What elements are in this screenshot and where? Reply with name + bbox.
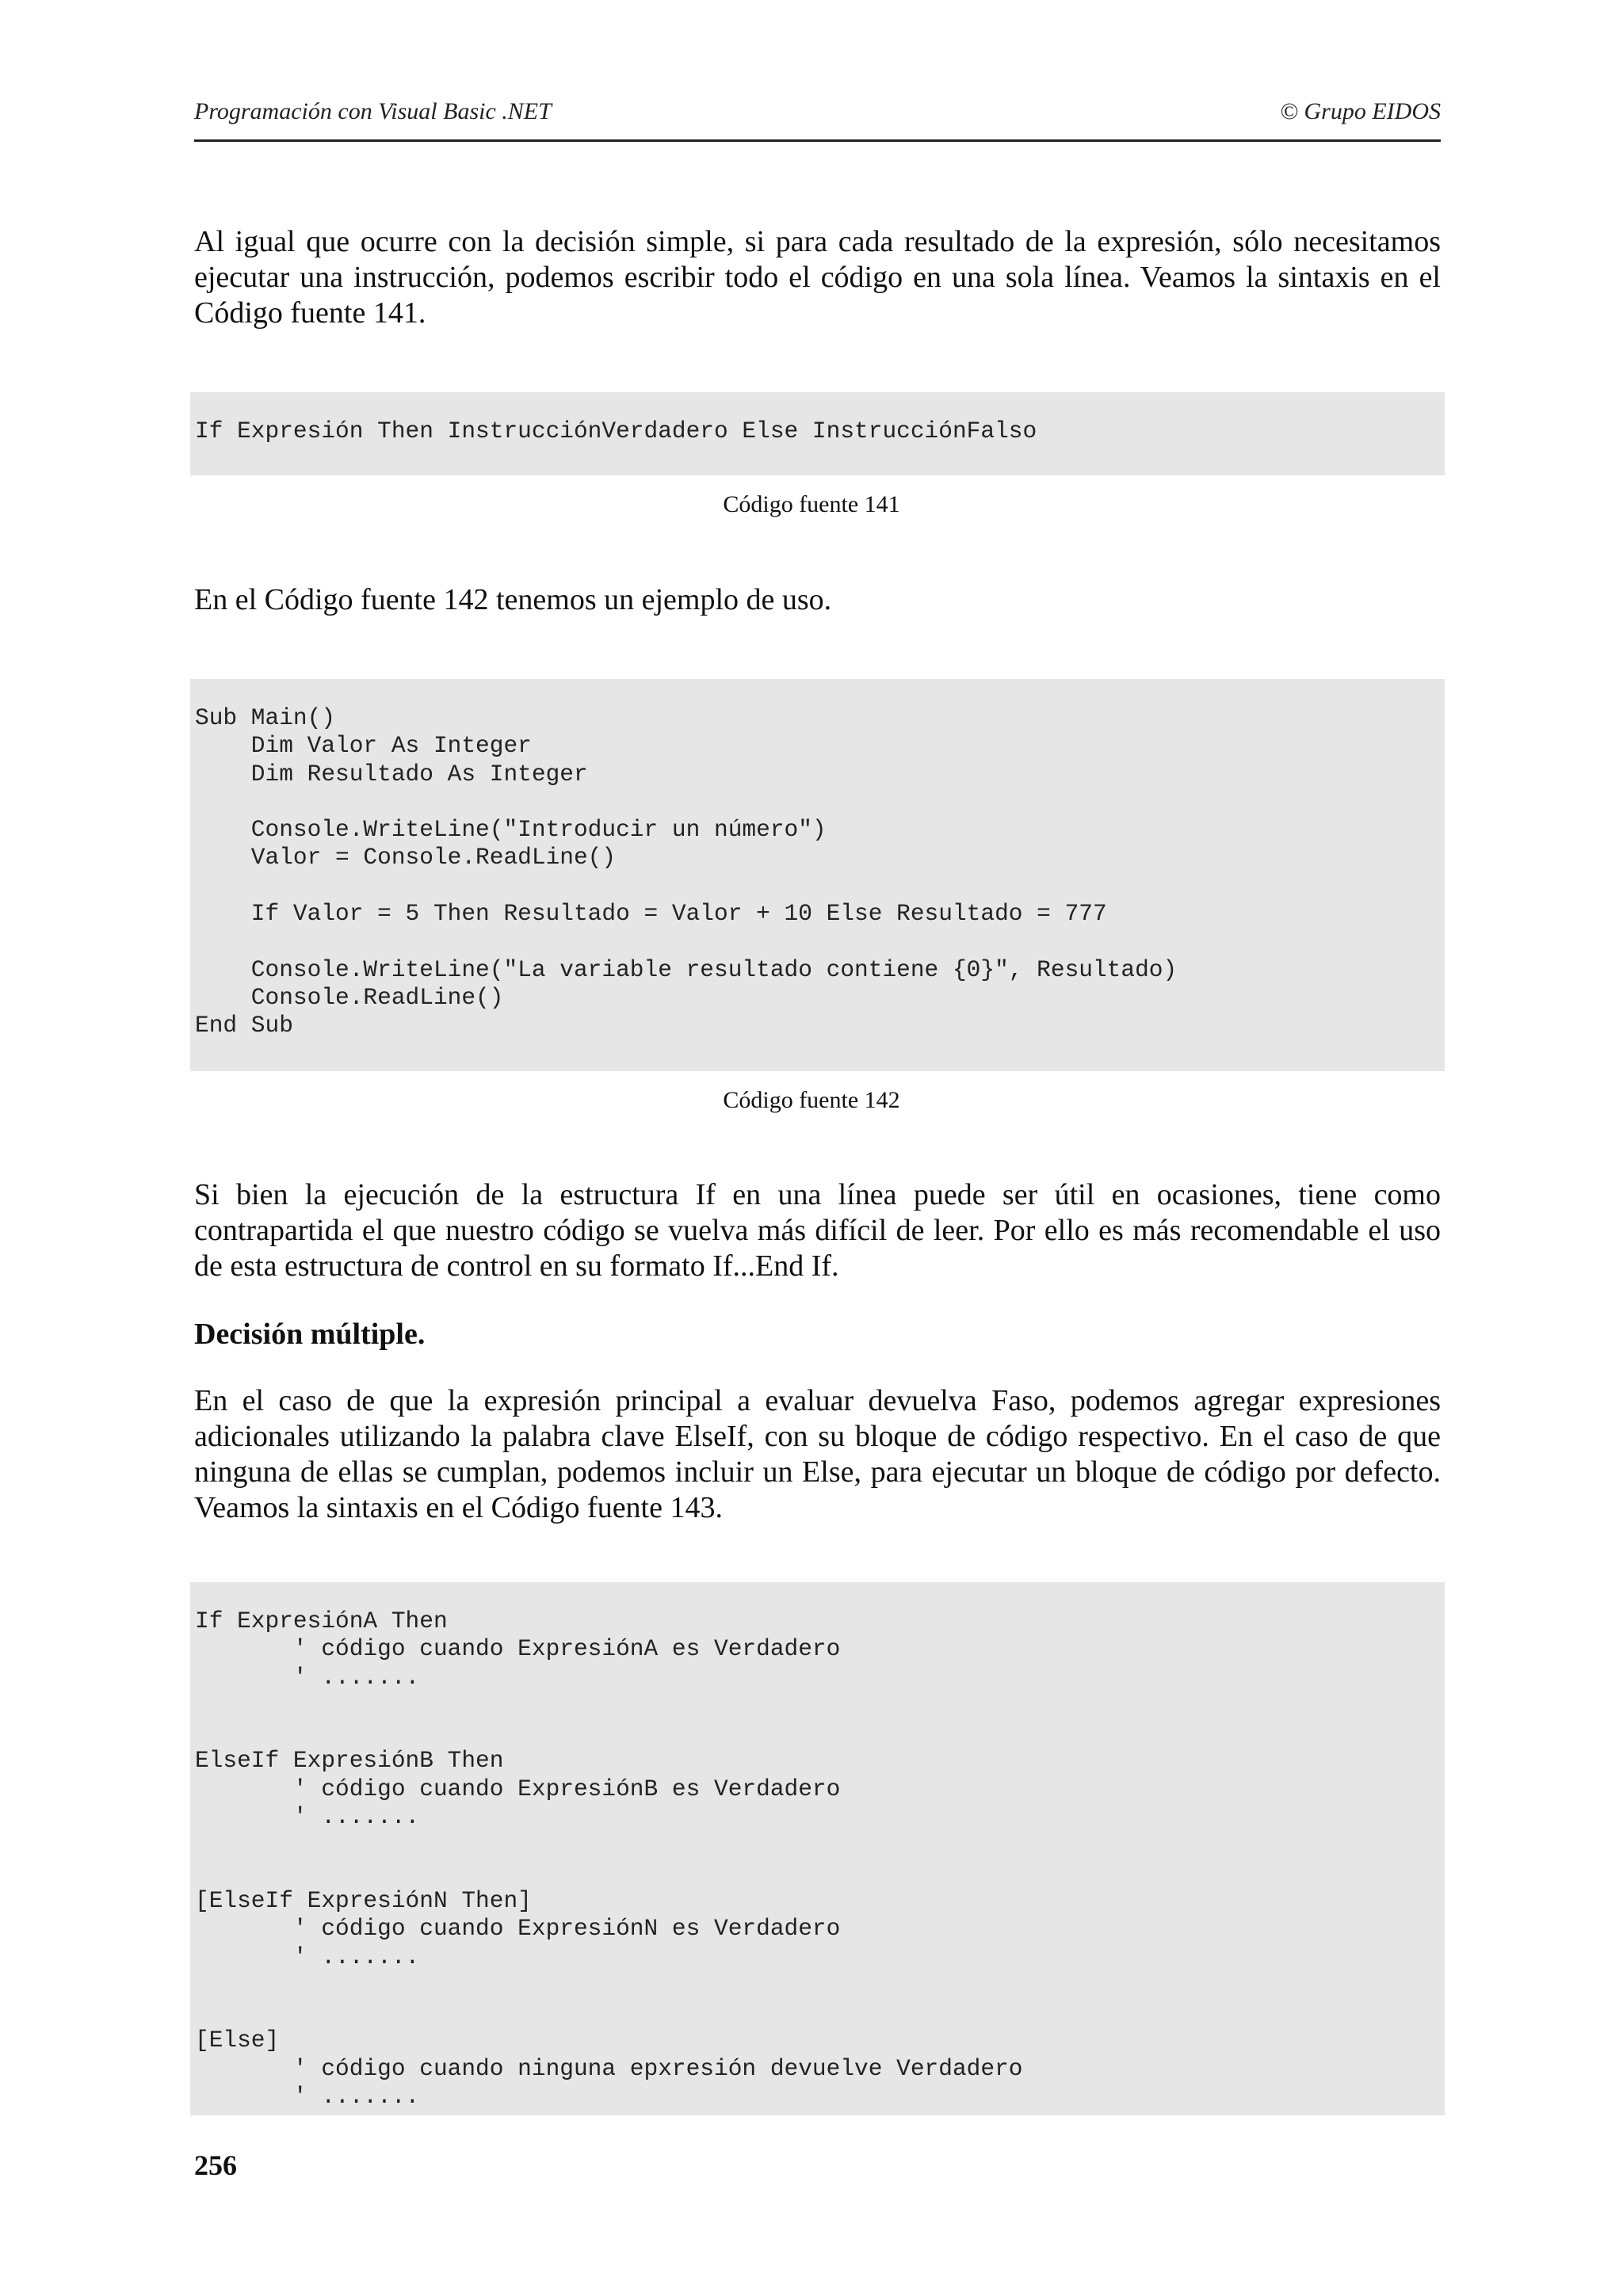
code-caption-142: Código fuente 142	[723, 1087, 900, 1113]
code-block-141	[190, 392, 1445, 475]
page-header	[194, 95, 1441, 142]
code-line	[195, 1831, 1445, 1859]
code-line: [Else]	[195, 2027, 280, 2054]
code-line: Console.WriteLine("La variable resultado contiene {0}", Resultado)	[195, 955, 1178, 983]
header-publisher: © Grupo EIDOS	[1280, 98, 1441, 124]
code-line: Valor = Console.ReadLine()	[195, 844, 617, 871]
code-line	[195, 788, 1445, 816]
paragraph-2: En el Código fuente 142 tenemos un ejemplo de uso.	[194, 583, 832, 616]
code-line: If Valor = 5 Then Resultado = Valor + 10 Else Resultado = 777	[195, 900, 1107, 928]
code-line: Console.WriteLine("Introducir un número")	[195, 816, 827, 844]
code-line: If ExpresiónA Then	[195, 1608, 448, 1634]
code-block-142	[190, 679, 1445, 1071]
code-line: ' .......	[195, 1943, 420, 1970]
code-line: ' código cuando ExpresiónB es Verdadero	[195, 1775, 841, 1802]
code-line: Sub Main()	[195, 704, 336, 731]
code-line: ' .......	[195, 2083, 420, 2111]
code-caption-141: Código fuente 141	[723, 491, 900, 517]
page-number: 256	[194, 2149, 237, 2181]
header-book-title: Programación con Visual Basic .NET	[194, 98, 552, 124]
code-line: ' código cuando ninguna epxresión devuelve Verdadero	[195, 2054, 1023, 2082]
code-line: ElseIf ExpresiónB Then	[195, 1747, 504, 1775]
code-line	[195, 872, 1445, 900]
code-line	[195, 1719, 1445, 1747]
code-line	[195, 1971, 1445, 1999]
code-line: ' código cuando ExpresiónA es Verdadero	[195, 1635, 841, 1663]
code-line: Dim Valor As Integer	[195, 732, 532, 760]
section-heading: Decisión múltiple.	[194, 1318, 426, 1351]
code-line: ' .......	[195, 1803, 420, 1831]
code-line	[195, 928, 1445, 955]
code-line: ' .......	[195, 1663, 420, 1691]
paragraph-3: Si bien la ejecución de la estructura If en una línea puede ser útil en ocasiones, tiene como contrapartida el que nuestro código se vuelva más difícil de leer. Por ello es más recomendable el uso de esta estructura de control en su formato If...End If.	[194, 1178, 1441, 1283]
code-block-143	[190, 1582, 1445, 2115]
code-line: Dim Resultado As Integer	[195, 760, 588, 788]
code-line	[195, 1691, 1445, 1719]
code-line: [ElseIf ExpresiónN Then]	[195, 1886, 532, 1914]
code-line: Console.ReadLine()	[195, 983, 504, 1011]
code-line	[195, 1999, 1445, 2027]
code-line: End Sub	[195, 1012, 293, 1039]
paragraph-4: En el caso de que la expresión principal a evaluar devuelva Faso, podemos agregar expresiones adicionales utilizando la palabra clave ElseIf, con su bloque de código respectivo. En el caso de que ninguna de ellas se cumplan, podemos incluir un Else, para ejecutar un bloque de código por defecto. Veamos la sintaxis en el Código fuente 143.	[194, 1384, 1441, 1524]
paragraph-1: Al igual que ocurre con la decisión simple, si para cada resultado de la expresión, sólo necesitamos ejecutar una instrucción, podemos escribir todo el código en una sola línea. Veamos la sintaxis en el Código fuente 141.	[194, 225, 1441, 330]
code-line: If Expresión Then InstrucciónVerdadero Else InstrucciónFalso	[195, 418, 1037, 444]
code-line: ' código cuando ExpresiónN es Verdadero	[195, 1915, 841, 1943]
code-line	[195, 1859, 1445, 1887]
